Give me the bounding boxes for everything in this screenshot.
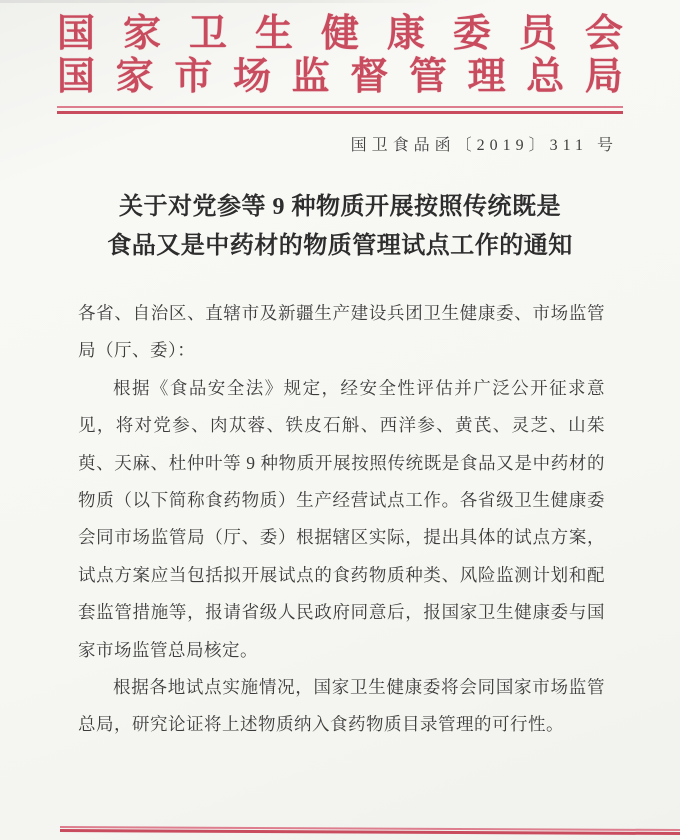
document-title bbox=[40, 188, 640, 266]
scan-artifact-top-edge bbox=[0, 0, 440, 3]
letterhead-double-rule bbox=[57, 106, 623, 114]
footer-double-rule bbox=[60, 826, 680, 835]
document-title-line-1: 关于对党参等 9 种物质开展按照传统既是 bbox=[119, 194, 561, 220]
document-body bbox=[78, 295, 605, 744]
document-title-line-2: 食品又是中药材的物质管理试点工作的通知 bbox=[107, 233, 573, 259]
salutation: 各省、自治区、直辖市及新疆生产建设兵团卫生健康委、市场监管局（厅、委）： bbox=[78, 303, 605, 361]
body-paragraph-1: 根据《食品安全法》规定，经安全性评估并广泛公开征求意见，将对党参、肉苁蓉、铁皮石斛、西洋参、黄芪、灵芝、山茱萸、天麻、杜仲叶等 9 种物质开展按照传统既是食品又是中药材的物质（以下简称食药物质）生产经营试点工作。各省级卫生健康委会同市场监管局（厅、委）根据辖区实际，提出具体的试点方案，试点方案应当包括拟开展试点的食药物质种类、风险监测计划和配套监管措施等，报请省级人民政府同意后，报国家卫生健康委与国家市场监管总局核定。 bbox=[78, 377, 605, 660]
letterhead-agency-1: 国 家 卫 生 健 康 委 员 会 bbox=[57, 13, 623, 55]
letterhead-agency-2: 国 家 市 场 监 督 管 理 总 局 bbox=[57, 56, 623, 98]
document-number: 国卫食品函〔2019〕311 号 bbox=[350, 137, 618, 154]
letterhead bbox=[57, 13, 623, 114]
body-paragraph-2: 根据各地试点实施情况，国家卫生健康委将会同国家市场监管总局，研究论证将上述物质纳入食药物质目录管理的可行性。 bbox=[78, 677, 605, 735]
